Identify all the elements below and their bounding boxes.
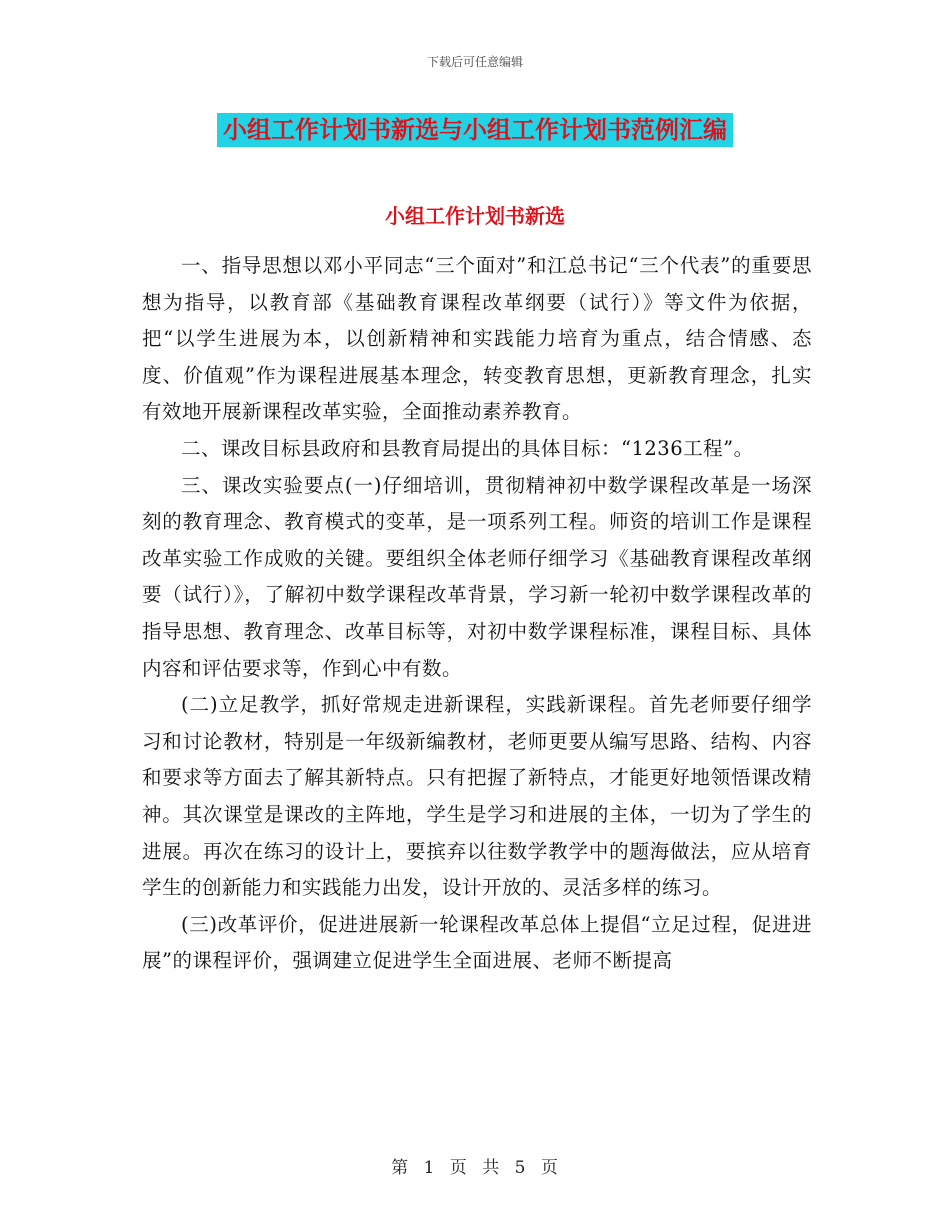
footer-total-pages: 5	[514, 1158, 527, 1178]
paragraph-key-points: 三、课改实验要点(一)仔细培训，贯彻精神初中数学课程改革是一场深刻的教育理念、教育模式的变革，是一项系列工程。师资的培训工作是课程改革实验工作成败的关键。要组织全体老师仔细学习《基础教育课程改革纲要（试行）》，了解初中数学课程改革背景，学习新一轮初中数学课程改革的指导思想、教育理念、改革目标等，对初中数学课程标准，课程目标、具体内容和评估要求等，作到心中有数。	[142, 473, 812, 680]
page-footer	[0, 1153, 950, 1178]
footer-total-word: 共	[482, 1158, 501, 1178]
footer-suffix: 页	[540, 1158, 559, 1178]
document-body	[142, 248, 812, 980]
paragraph-teaching-routine: (二)立足教学，抓好常规走进新课程，实践新课程。首先老师要仔细学习和讨论教材，特别是一年级新编教材，老师更要从编写思路、结构、内容和要求等方面去了解其新特点。只有把握了新特点，才能更好地领悟课改精神。其次课堂是课改的主阵地，学生是学习和进展的主体，一切为了学生的进展。再次在练习的设计上，要摈弃以往数学教学中的题海做法，应从培育学生的创新能力和实践能力出发，设计开放的、灵活多样的练习。	[142, 693, 812, 900]
footer-page-word: 页	[449, 1158, 468, 1178]
paragraph-guiding-ideology: 一、指导思想以邓小平同志“三个面对”和江总书记“三个代表”的重要思想为指导，以教育部《基础教育课程改革纲要（试行）》等文件为依据，把“以学生进展为本，以创新精神和实践能力培育为重点，结合情感、态度、价值观”作为课程进展基本理念，转变教育思想，更新教育理念，扎实有效地开展新课程改革实验，全面推动素养教育。	[142, 254, 812, 424]
document-title: 小组工作计划书新选与小组工作计划书范例汇编	[217, 113, 733, 147]
footer-page-number: 1	[423, 1158, 436, 1178]
footer-prefix: 第	[391, 1158, 410, 1178]
paragraph-reform-goal: 二、课改目标县政府和县教育局提出的具体目标：“1236工程”。	[181, 436, 754, 460]
main-title-wrap	[0, 113, 950, 147]
section-title: 小组工作计划书新选	[385, 204, 565, 228]
paragraph-evaluation-reform: (三)改革评价，促进进展新一轮课程改革总体上提倡“立足过程，促进进展”的课程评价，强调建立促进学生全面进展、老师不断提高	[142, 912, 812, 973]
page-header: 下载后可任意编辑	[426, 55, 523, 69]
